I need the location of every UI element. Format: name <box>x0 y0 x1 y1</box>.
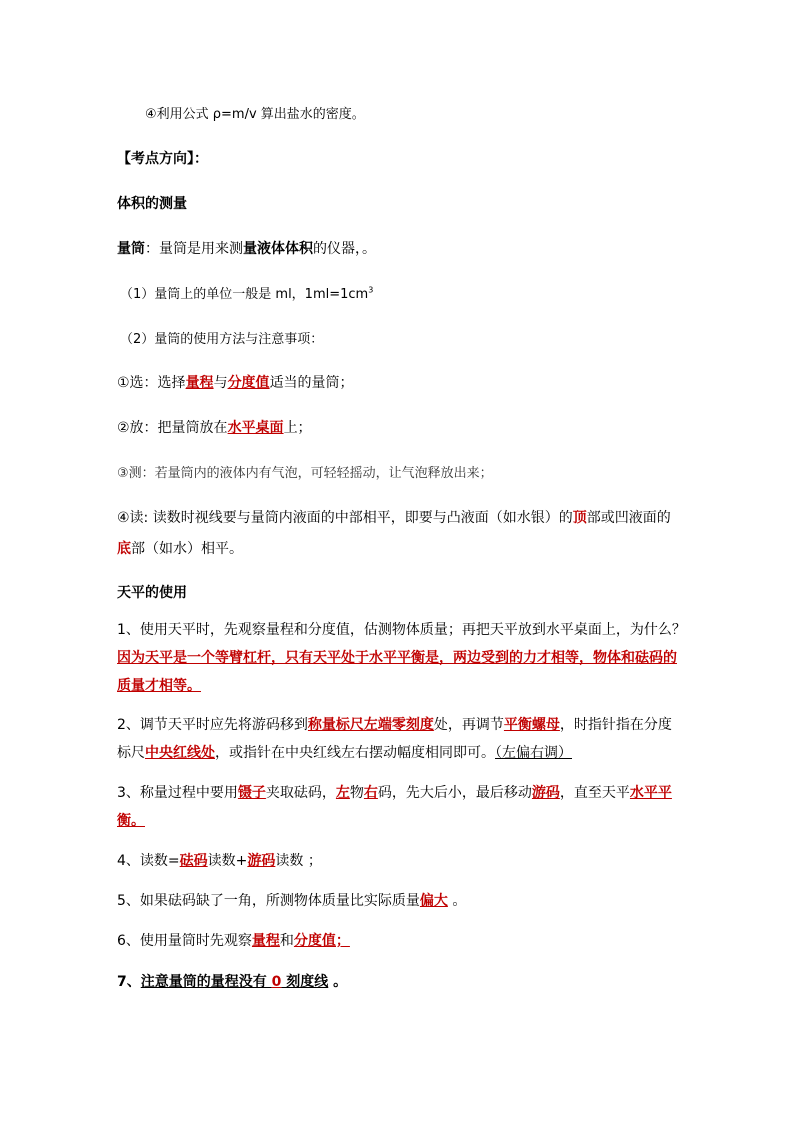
item3-text1: 3、称量过程中要用 <box>117 785 238 801</box>
item3-text3: 物 <box>349 785 364 801</box>
unit-text: （1）量筒上的单位一般是 ml，1ml=1cm <box>120 287 369 302</box>
item2-zero-mark: 称量标尺左端零刻度 <box>307 717 434 733</box>
item2-text3: ，时指针指在分度 <box>559 717 672 733</box>
item6-text1: 6、使用量筒时先观察 <box>117 933 252 949</box>
liangtong-label: 量筒 <box>117 241 145 257</box>
item7-line <box>117 971 347 991</box>
item2-text1: 2、调节天平时应先将游码移到 <box>117 717 308 733</box>
item6-text2: 和 <box>279 933 294 949</box>
item4-weights: 砝码 <box>179 853 208 869</box>
item3-line-2: 衡。 <box>117 813 145 829</box>
item2-line-2 <box>117 742 572 762</box>
item2-text2: 处，再调节 <box>433 717 504 733</box>
item4-text1: 4、读数= <box>117 853 180 869</box>
liangtong-bold: 量液体体积 <box>243 241 313 257</box>
du-line-1 <box>117 507 671 527</box>
balance-section-title: 天平的使用 <box>117 585 187 601</box>
step4-line: ④利用公式 ρ=m/v 算出盐水的密度。 <box>145 107 365 122</box>
item1-line-1: 1、使用天平时，先观察量程和分度值，估测物体质量；再把天平放到水平桌面上，为什么？ <box>117 622 686 638</box>
item2-line-1 <box>117 714 672 734</box>
item3-line-1 <box>117 782 672 802</box>
du-bottom: 底 <box>117 541 131 557</box>
unit-line <box>120 283 373 302</box>
fang-text2: 上； <box>283 420 312 436</box>
fang-text1: ②放：把量筒放在 <box>117 420 228 436</box>
item6-division: 分度值； <box>293 933 350 949</box>
item7-text2: 。 <box>328 974 348 990</box>
item5-text1: 5、如果砝码缺了一角，所测物体质量比实际质量 <box>117 893 420 909</box>
item2-text4: 标尺 <box>117 745 145 761</box>
xuan-division: 分度值 <box>227 375 270 391</box>
item7-zero: 0 <box>271 974 282 990</box>
item4-line <box>117 850 322 870</box>
fang-line <box>117 417 312 437</box>
liangtong-line <box>117 238 376 258</box>
du-text3: 部（如水）相平。 <box>131 541 243 557</box>
item2-nut: 平衡螺母 <box>503 717 560 733</box>
unit-sup: 3 <box>368 285 374 295</box>
xuan-text1: ①选：选择 <box>117 375 186 391</box>
volume-section-title: 体积的测量 <box>117 196 187 212</box>
item2-text5: ，或指针在中央红线左右摆动幅度相同即可。 <box>215 745 495 761</box>
du-text2: 部或凹液面的 <box>586 510 671 526</box>
fang-table: 水平桌面 <box>227 420 284 436</box>
item3-left: 左 <box>335 785 350 801</box>
item3-balance: 水平平 <box>629 785 672 801</box>
item5-text2: 。 <box>447 893 467 909</box>
kaodian-heading: 【考点方向】： <box>117 151 208 167</box>
liangtong-text1: ：量筒是用来测 <box>145 241 243 257</box>
item3-text4: 码，先大后小，最后移动 <box>377 785 532 801</box>
xuan-line <box>117 372 354 392</box>
item7-text1: 7、 <box>117 974 141 990</box>
item1-line-2: 因为天平是一个等臂杠杆，只有天平处于水平平衡是，两边受到的力才相等，物体和砝码的 <box>117 650 677 666</box>
item5-line <box>117 890 466 910</box>
item3-text2: 夹取砝码， <box>265 785 336 801</box>
item5-larger: 偏大 <box>419 893 448 909</box>
item7-underline2: 刻度线 <box>281 974 329 990</box>
item3-text5: ，直至天平 <box>559 785 630 801</box>
item3-right: 右 <box>363 785 378 801</box>
item4-text2: 读数+ <box>207 853 248 869</box>
item2-left-right: （左偏右调） <box>495 745 572 761</box>
item4-rider: 游码 <box>247 853 276 869</box>
item4-text3: 读数 ； <box>275 853 322 869</box>
du-top: 顶 <box>572 510 587 526</box>
xuan-range: 量程 <box>185 375 214 391</box>
liangtong-text3: 的仪器，。 <box>313 241 376 257</box>
item6-line <box>117 930 350 950</box>
item7-underline1: 注意量筒的量程没有 <box>140 974 272 990</box>
item2-center-line: 中央红线处 <box>145 745 215 761</box>
item3-rider: 游码 <box>531 785 560 801</box>
du-line-2 <box>117 538 243 558</box>
xuan-text3: 适当的量筒； <box>269 375 354 391</box>
item1-line-3: 质量才相等。 <box>117 678 201 694</box>
usage-line: （2）量筒的使用方法与注意事项： <box>120 332 324 347</box>
item6-range: 量程 <box>251 933 280 949</box>
xuan-text2: 与 <box>213 375 228 391</box>
item3-tweezers: 镊子 <box>237 785 266 801</box>
ce-line: ③测：若量筒内的液体内有气泡，可轻轻摇动，让气泡释放出来； <box>117 466 493 481</box>
du-text1: ④读: 读数时视线要与量筒内液面的中部相平，即要与凸液面（如水银）的 <box>117 510 573 526</box>
